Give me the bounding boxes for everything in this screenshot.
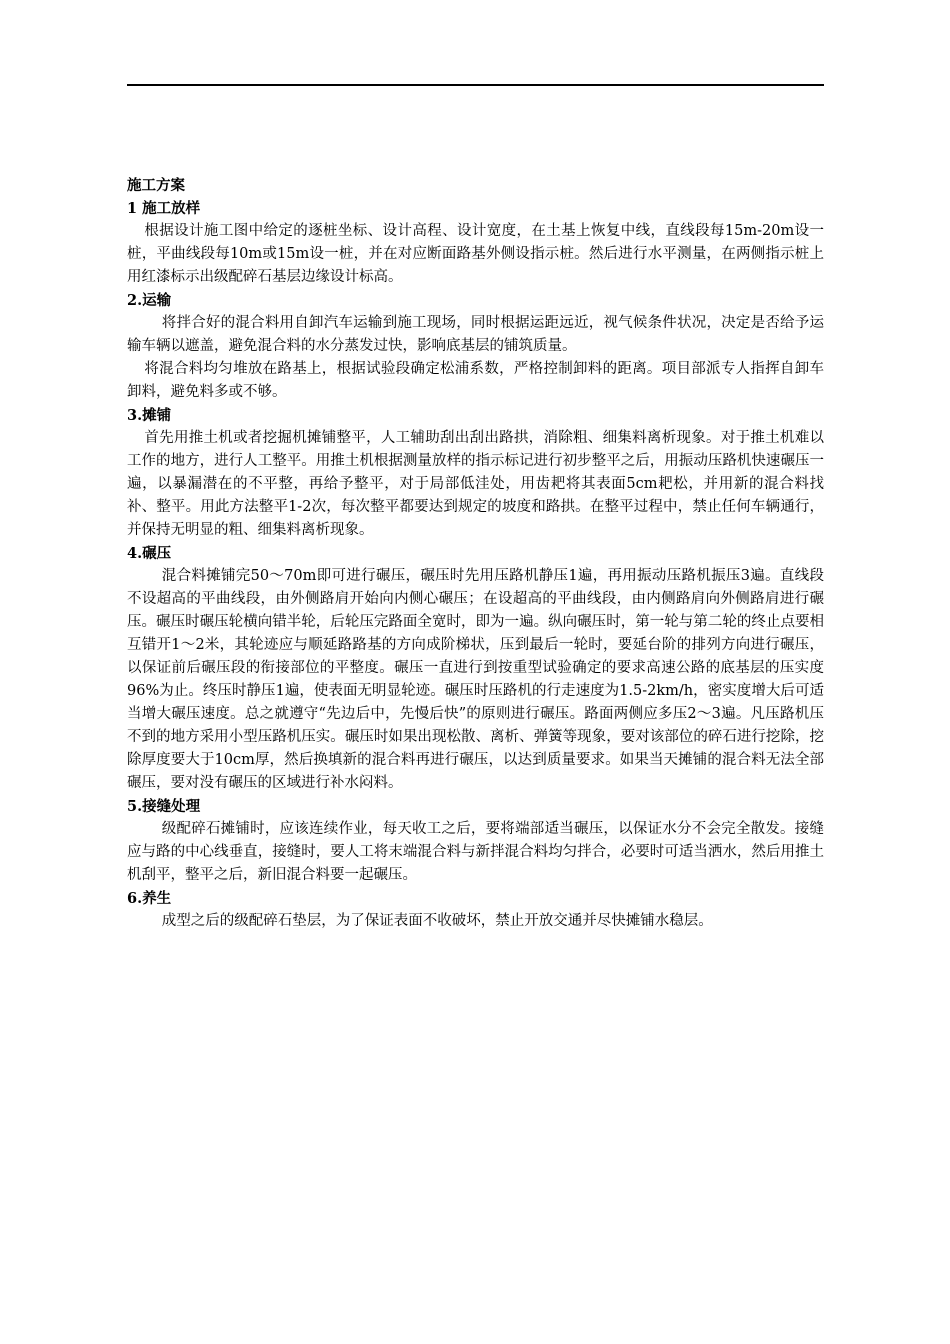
section-transport	[127, 289, 824, 404]
section-paragraph: 级配碎石摊铺时，应该连续作业，每天收工之后，要将端部适当碾压，以保证水分不会完全散发。接缝应与路的中心线垂直，接缝时，要人工将末端混合料与新拌混合料均匀拌合，必要时可适当洒水，然后用推土机刮平，整平之后，新旧混合料要一起碾压。	[127, 821, 824, 883]
section-heading: 2.运输	[127, 292, 172, 309]
header-rule	[127, 84, 824, 86]
section-heading: 3.摊铺	[127, 407, 172, 424]
section-paragraph: 将拌合好的混合料用自卸汽车运输到施工现场，同时根据运距远近，视气候条件状况，决定是否给予运输车辆以遮盖，避免混合料的水分蒸发过快，影响底基层的铺筑质量。	[127, 315, 824, 354]
section-layout	[127, 197, 824, 289]
document-body	[127, 174, 824, 933]
section-paragraph: 将混合料均匀堆放在路基上，根据试验段确定松浦系数，严格控制卸料的距离。项目部派专人指挥自卸车卸料，避免料多或不够。	[127, 361, 824, 400]
section-joints	[127, 795, 824, 887]
document-title: 施工方案	[127, 177, 185, 194]
section-paragraph: 根据设计施工图中给定的逐桩坐标、设计高程、设计宽度，在土基上恢复中线，直线段每15m-20m设一桩，平曲线段每10m或15m设一桩，并在对应断面路基外侧设指示桩。然后进行水平测量，在两侧指示桩上用红漆标示出级配碎石基层边缘设计标高。	[127, 223, 824, 285]
section-compaction	[127, 542, 824, 795]
section-heading: 4.碾压	[127, 545, 172, 562]
section-heading: 1 施工放样	[127, 200, 201, 217]
section-paragraph: 首先用推土机或者挖掘机摊铺整平，人工辅助刮出刮出路拱，消除粗、细集料离析现象。对于推土机难以工作的地方，进行人工整平。用推土机根据测量放样的指示标记进行初步整平之后，用振动压路机快速碾压一遍，以暴漏潜在的不平整，再给予整平，对于局部低洼处，用齿耙将其表面5cm耙松，并用新的混合料找补、整平。用此方法整平1-2次，每次整平都要达到规定的坡度和路拱。在整平过程中，禁止任何车辆通行，并保持无明显的粗、细集料离析现象。	[127, 430, 824, 538]
section-curing	[127, 887, 824, 933]
section-paragraph: 混合料摊铺完50～70m即可进行碾压，碾压时先用压路机静压1遍，再用振动压路机振压3遍。直线段不设超高的平曲线段，由外侧路肩开始向内侧心碾压；在设超高的平曲线段，由内侧路肩向外侧路肩进行碾压。碾压时碾压轮横向错半轮，后轮压完路面全宽时，即为一遍。纵向碾压时，第一轮与第二轮的终止点要相互错开1～2米，其轮迹应与顺延路路基的方向成阶梯状，压到最后一轮时，要延台阶的排列方向进行碾压，以保证前后碾压段的衔接部位的平整度。碾压一直进行到按重型试验确定的要求高速公路的底基层的压实度96%为止。终压时静压1遍，使表面无明显轮迹。碾压时压路机的行走速度为1.5-2km/h，密实度增大后可适当增大碾压速度。总之就遵守“先边后中，先慢后快”的原则进行碾压。路面两侧应多压2～3遍。凡压路机压不到的地方采用小型压路机压实。碾压时如果出现松散、离析、弹簧等现象，要对该部位的碎石进行挖除，挖除厚度要大于10cm厚，然后换填新的混合料再进行碾压，以达到质量要求。如果当天摊铺的混合料无法全部碾压，要对没有碾压的区域进行补水闷料。	[127, 568, 824, 791]
section-spreading	[127, 404, 824, 542]
section-heading: 6.养生	[127, 890, 172, 907]
section-heading: 5.接缝处理	[127, 798, 201, 815]
section-paragraph: 成型之后的级配碎石垫层，为了保证表面不收破坏，禁止开放交通并尽快摊铺水稳层。	[161, 913, 713, 929]
